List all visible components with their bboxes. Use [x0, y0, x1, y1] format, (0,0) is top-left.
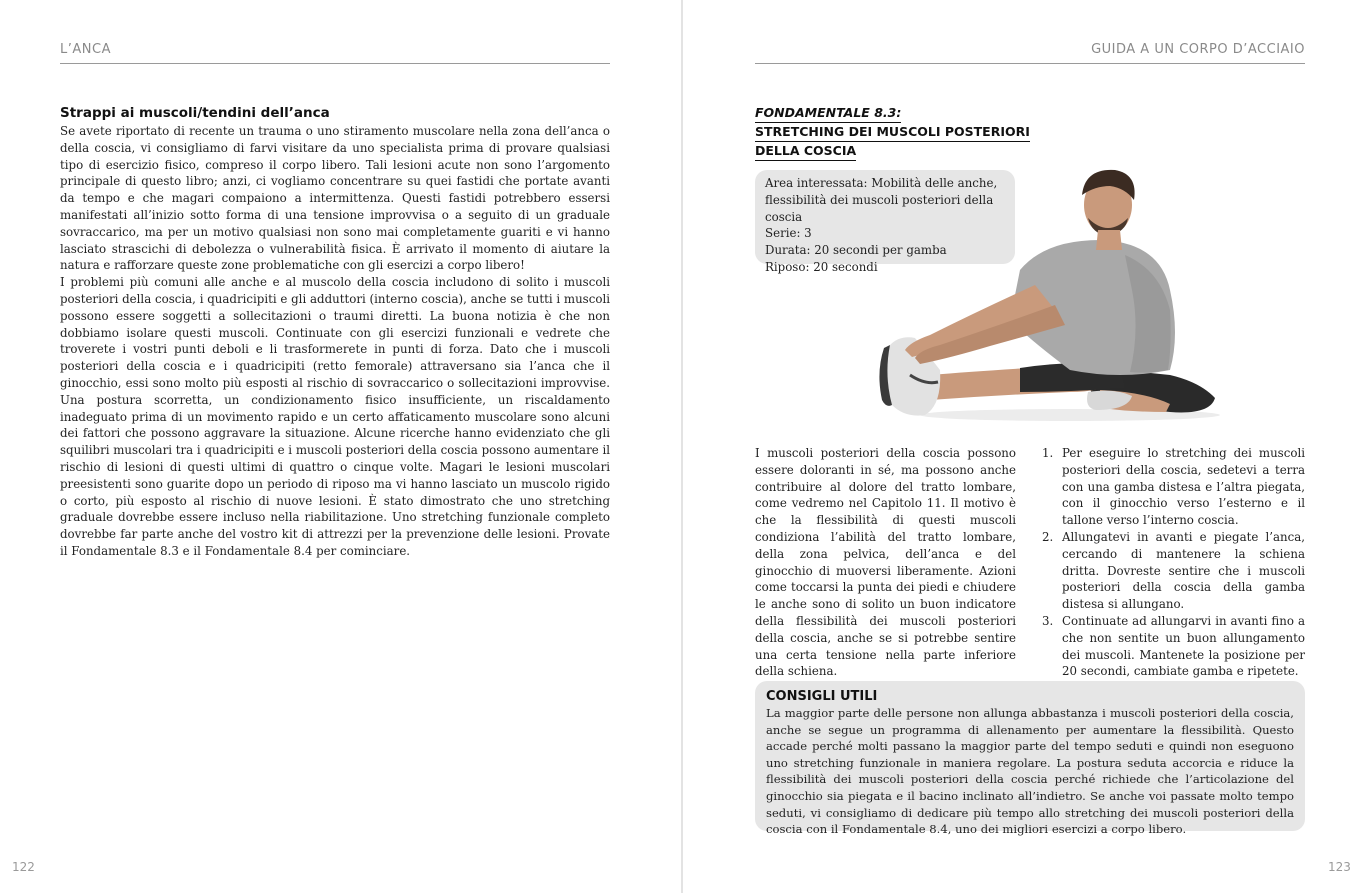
exercise-info-box [755, 170, 1015, 274]
info-area: Area interessata: Mobilità delle anche, flessibilità dei muscoli posteriori della coscia [765, 176, 998, 224]
exercise-kicker: FONDAMENTALE 8.3: [755, 104, 901, 123]
info-duration: Durata: 20 secondi per gamba [765, 243, 947, 258]
step-item [1042, 613, 1305, 680]
exercise-title-line-1: STRETCHING DEI MUSCOLI POSTERIORI [755, 123, 1030, 142]
tips-title: CONSIGLI UTILI [766, 689, 878, 704]
step-item [1042, 445, 1305, 529]
running-head-left: L’ANCA [60, 42, 111, 57]
step-item [1042, 529, 1305, 613]
running-head-right: GUIDA A UN CORPO D’ACCIAIO [1091, 42, 1305, 57]
header-rule-left [60, 63, 610, 64]
info-sets: Serie: 3 [765, 226, 812, 241]
step-number: 2. [1042, 529, 1054, 544]
left-page [0, 0, 682, 893]
step-text: Per eseguire lo stretching dei muscoli posteriori della coscia, sedetevi a terra con una gamba distesa e l’altra piegata, con il ginocchio verso l’esterno e il tallone verso l’interno coscia. [1062, 446, 1305, 528]
section-heading: Strappi ai muscoli/tendini dell’anca [60, 105, 330, 121]
paragraph-2: I problemi più comuni alle anche e al muscolo della coscia includono di solito i muscoli posteriori della coscia, i quadricipiti e gli adduttori (interno coscia), anche se tutti i muscoli possono essere soggetti a sollecitazioni o traumi diretti. La buona notizia è che non dobbiamo isolare questi muscoli. Continuate con gli esercizi funzionali e vedrete che troverete i vostri punti deboli e li trasformerete in punti di forza. Dato che i muscoli posteriori della coscia e i quadricipiti (retto femorale) attraversano sia l’anca che il ginocchio, essi sono molto più esposti al rischio di sovraccarico o sollecitazioni improvvise. Una postura scorretta, un condizionamento fisico insufficiente, un riscaldamento inadeguato prima di un movimento rapido e un certo affaticamento muscolare sono alcuni dei fattori che possono aggravare la situazione. Alcune ricerche hanno evidenziato che gli squilibri muscolari tra i quadricipiti e i muscoli posteriori della coscia possono aumentare il rischio di lesioni di questi ultimi di quattro o cinque volte. Magari le lesioni muscolari preesistenti sono guarite dopo un periodo di riposo ma vi hanno lasciato un muscolo rigido o corto, più esposto al rischio di nuove lesioni. È stato dimostrato che uno stretching graduale dovrebbe essere incluso nella riabilitazione. Uno stretching funzionale completo dovrebbe far parte anche del vostro kit di attrezzi per la prevenzione delle lesioni. Provate il Fondamentale 8.3 e il Fondamentale 8.4 per cominciare. [60, 275, 610, 558]
exercise-title [755, 104, 1030, 161]
info-rest: Riposo: 20 secondi [765, 259, 878, 274]
step-text: Allungatevi in avanti e piegate l’anca, cercando di mantenere la schiena dritta. Dovreste sentire che i muscoli posteriori della coscia della gamba distesa si allungano. [1062, 529, 1305, 612]
left-body-text [60, 123, 610, 560]
page-number-right: 123 [1328, 860, 1351, 874]
exercise-title-line-2: DELLA COSCIA [755, 142, 856, 161]
step-number: 1. [1042, 446, 1054, 460]
exercise-steps [1042, 445, 1305, 680]
tips-box [755, 681, 1305, 837]
step-text: Continuate ad allungarvi in avanti fino a che non sentite un buon allungamento dei muscoli. Mantenete la posizione per 20 secondi, cambiate gamba e ripetete. [1062, 613, 1305, 679]
paragraph-1: Se avete riportato di recente un trauma o uno stiramento muscolare nella zona dell’anca o della coscia, vi consigliamo di farvi visitare da uno specialista prima di provare qualsiasi tipo di esercizio fisico, compreso il corpo libero. Tali lesioni acute non sono l’argomento principale di questo libro; anzi, ci vogliamo concentrare su quei fastidi che portate avanti da tempo e che magari compaiono a intermittenza. Questi fastidi potrebbero essersi manifestati all’inizio sotto forma di una tensione improvvisa o a seguito di un graduale sovraccarico, ma per un motivo qualsiasi non sono mai completamente guariti e vi hanno lasciato strascichi di debolezza o vulnerabilità fisica. È arrivato il momento di aiutare la natura e rafforzare queste zone problematiche con gli esercizi a corpo libero! [60, 124, 610, 273]
page-number-left: 122 [12, 860, 35, 874]
header-rule-right [755, 63, 1305, 64]
intro-text: I muscoli posteriori della coscia possono essere doloranti in sé, ma possono anche contribuire al dolore del tratto lombare, come vedremo nel Capitolo 11. Il motivo è che la flessibilità di questi muscoli condiziona l’abilità del tratto lombare, della zona pelvica, dell’anca e del ginocchio di muoversi liberamente. Azioni come toccarsi la punta dei piedi e chiudere le anche sono di solito un buon indicatore della flessibilità dei muscoli posteriori della coscia, anche se si potrebbe sentire una certa tensione nella parte inferiore della schiena. [755, 446, 1016, 679]
tips-text: La maggior parte delle persone non allunga abbastanza i muscoli posteriori della coscia, anche se segue un programma di allenamento per aumentare la flessibilità. Questo accade perché molti passano la maggior parte del tempo seduti e quindi non eseguono uno stretching funzionale in maniera regolare. La postura seduta accorcia e riduce la flessibilità dei muscoli posteriori della coscia perché richiede che l’articolazione del ginocchio sia piegata e il bacino inclinato all’indietro. Se anche voi passate molto tempo seduti, vi consigliamo di dedicare più tempo allo stretching dei muscoli posteriori della coscia con il Fondamentale 8.4, uno dei migliori esercizi a corpo libero. [766, 706, 1294, 837]
step-number: 3. [1042, 613, 1054, 628]
book-spine [681, 0, 683, 893]
